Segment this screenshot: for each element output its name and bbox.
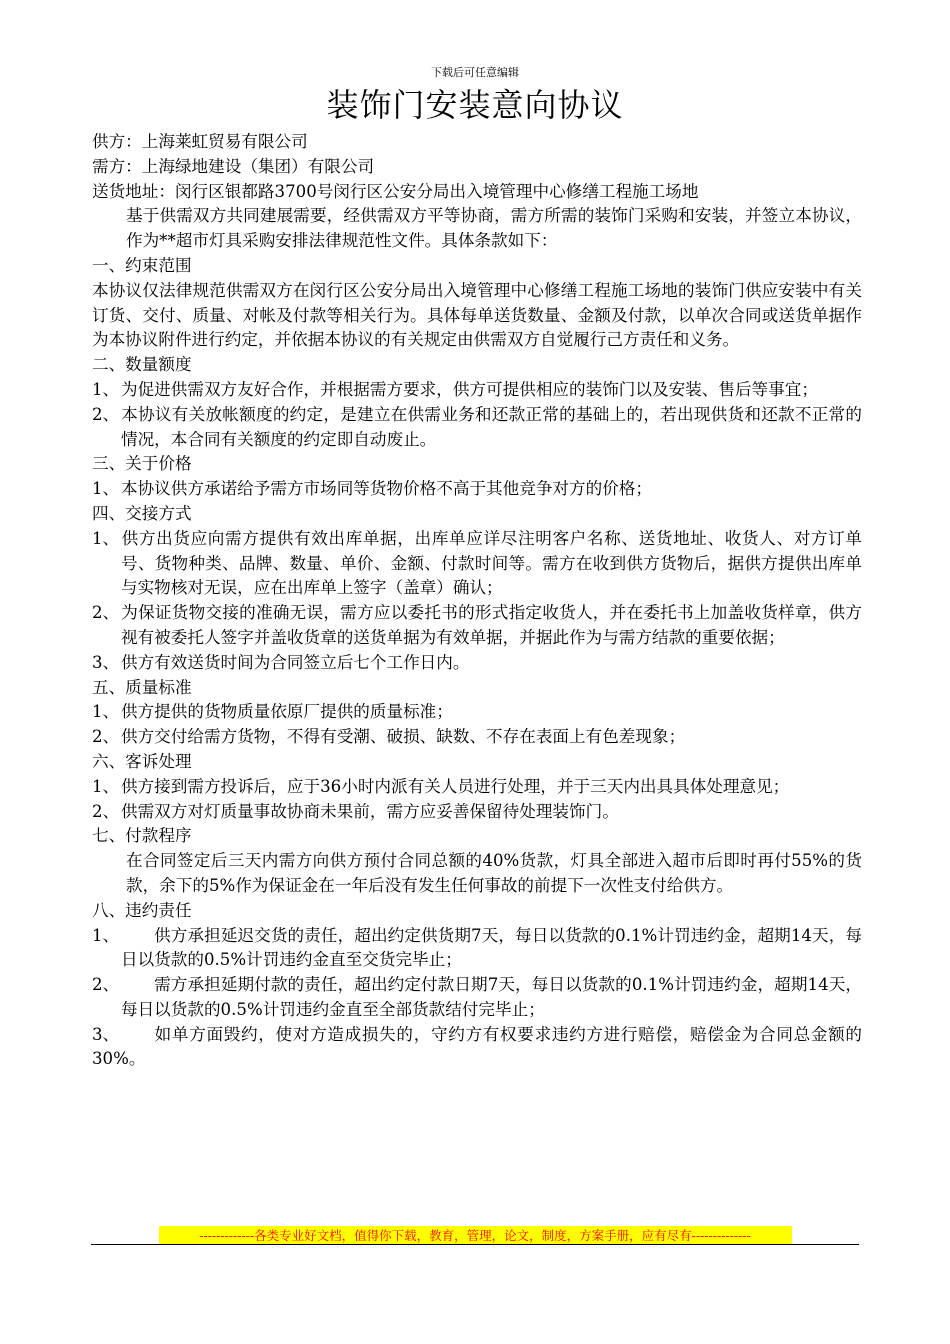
address-line: 送货地址：闵行区银都路3700号闵行区公安分局出入境管理中心修缮工程施工场地 — [92, 181, 699, 201]
clause-text: 供需双方对灯质量事故协商未果前，需方应妥善保留待处理装饰门。 — [121, 801, 619, 821]
clause-text: 如单方面毁约，使对方造成损失的，守约方有权要求违约方进行赔偿，赔偿金为合同总金额的30%。 — [92, 1024, 862, 1069]
clause-text: 需方承担延期付款的责任，超出约定付款日期7天，每日以货款的0.1%计罚违约金，超期14天，每日以货款的0.5%计罚违约金直至全部货款结付完毕止； — [121, 975, 862, 1019]
clause-text: 本协议有关放帐额度的约定，是建立在供需业务和还款正常的基础上的，若出现供货和还款不正常的情况，本合同有关额度的约定即自动废止。 — [121, 404, 862, 449]
section-heading: 四、交接方式 — [92, 503, 192, 523]
document-title: 装饰门安装意向协议 — [326, 86, 624, 124]
clause-text: 为保证货物交接的准确无误，需方应以委托书的形式指定收货人，并在委托书上加盖收货样章，供方视有被委托人签字并盖收货章的送货单据为有效单据，并据此作为与需方结款的重要依据； — [121, 603, 862, 647]
section-heading: 七、付款程序 — [92, 826, 192, 846]
clause-item — [92, 775, 862, 800]
clause-number: 1、 — [92, 702, 120, 722]
section-heading: 一、约束范围 — [92, 255, 192, 275]
clause-item — [92, 477, 862, 502]
clause-number: 2、 — [92, 727, 120, 747]
supplier-line: 供方：上海莱虹贸易有限公司 — [92, 132, 308, 151]
clause-text: 供方交付给需方货物，不得有受潮、破损、缺数、不存在表面上有色差现象； — [121, 727, 686, 747]
clause-item — [92, 651, 862, 676]
clause-number: 1、 — [92, 379, 120, 399]
buyer-line: 需方：上海绿地建设（集团）有限公司 — [92, 156, 375, 176]
clause-text: 为促进供需双方友好合作，并根据需方要求，供方可提供相应的装饰门以及安装、售后等事宜； — [121, 379, 818, 399]
clause-item — [92, 700, 862, 725]
clause-number: 3、 — [92, 652, 120, 672]
section-paragraph: 本协议仅法律规范供需双方在闵行区公安分局出入境管理中心修缮工程施工场地的装饰门供应安装中有关订货、交付、质量、对帐及付款等相关行为。具体每单送货数量、金额及付款，以单次合同或送货单据作为本协议附件进行约定，并依据本协议的有关规定由供需双方自觉履行己方责任和义务。 — [92, 280, 862, 350]
section-paragraph: 在合同签定后三天内需方向供方预付合同总额的40%货款，灯具全部进入超市后即时再付55%的货款，余下的5%作为保证金在一年后没有发生任何事故的前提下一次性支付给供方。 — [126, 851, 862, 895]
clause-item — [92, 800, 862, 825]
clause-item — [92, 403, 862, 453]
footer-divider — [91, 1244, 859, 1245]
clause-item — [92, 924, 862, 974]
section-heading: 三、关于价格 — [92, 454, 192, 474]
clause-item — [92, 725, 862, 750]
section-heading: 八、违约责任 — [92, 900, 192, 920]
clause-number: 1、 — [92, 776, 120, 796]
clause-number: 1、 — [92, 528, 120, 548]
clause-number: 1、 — [92, 479, 120, 499]
clause-number: 1、 — [92, 925, 120, 945]
document-body — [92, 130, 862, 1072]
clause-text: 供方有效送货时间为合同签立后七个工作日内。 — [121, 652, 470, 672]
clause-item — [92, 1023, 862, 1073]
clause-number: 2、 — [92, 975, 120, 995]
clause-number: 3、 — [92, 1024, 120, 1044]
clause-number: 2、 — [92, 603, 120, 623]
clause-number: 2、 — [92, 404, 120, 424]
clause-text: 供方承担延迟交货的责任，超出约定供货期7天，每日以货款的0.1%计罚违约金，超期14天，每日以货款的0.5%计罚违约金直至交货完毕止； — [121, 925, 862, 970]
clause-text: 本协议供方承诺给予需方市场同等货物价格不高于其他竞争对方的价格； — [121, 479, 652, 499]
footer-promo-text: -------------各类专业好文档，值得你下载，教育，管理，论文，制度，方案手册，应有尽有-------------- — [199, 1228, 751, 1243]
clause-number: 2、 — [92, 801, 120, 821]
clause-item — [92, 601, 862, 651]
clause-item — [92, 527, 862, 601]
section-heading: 五、质量标准 — [92, 677, 192, 697]
section-heading: 六、客诉处理 — [92, 751, 192, 771]
clause-item — [92, 378, 862, 403]
clause-text: 供方出货应向需方提供有效出库单据，出库单应详尽注明客户名称、送货地址、收货人、对方订单号、货物种类、品牌、数量、单价、金额、付款时间等。需方在收到供方货物后，据供方提供出库单与实物核对无误，应在出库单上签字（盖章）确认； — [121, 528, 862, 598]
intro-paragraph: 基于供需双方共同建展需要，经供需双方平等协商，需方所需的装饰门采购和安装，并签立本协议，作为**超市灯具采购安排法律规范性文件。具体条款如下： — [126, 206, 862, 251]
clause-item — [92, 973, 862, 1023]
section-heading: 二、数量额度 — [92, 355, 192, 375]
clause-text: 供方提供的货物质量依原厂提供的质量标准； — [121, 702, 453, 722]
header-note: 下载后可任意编辑 — [431, 66, 519, 79]
clause-text: 供方接到需方投诉后，应于36小时内派有关人员进行处理，并于三天内出具具体处理意见； — [121, 776, 790, 796]
